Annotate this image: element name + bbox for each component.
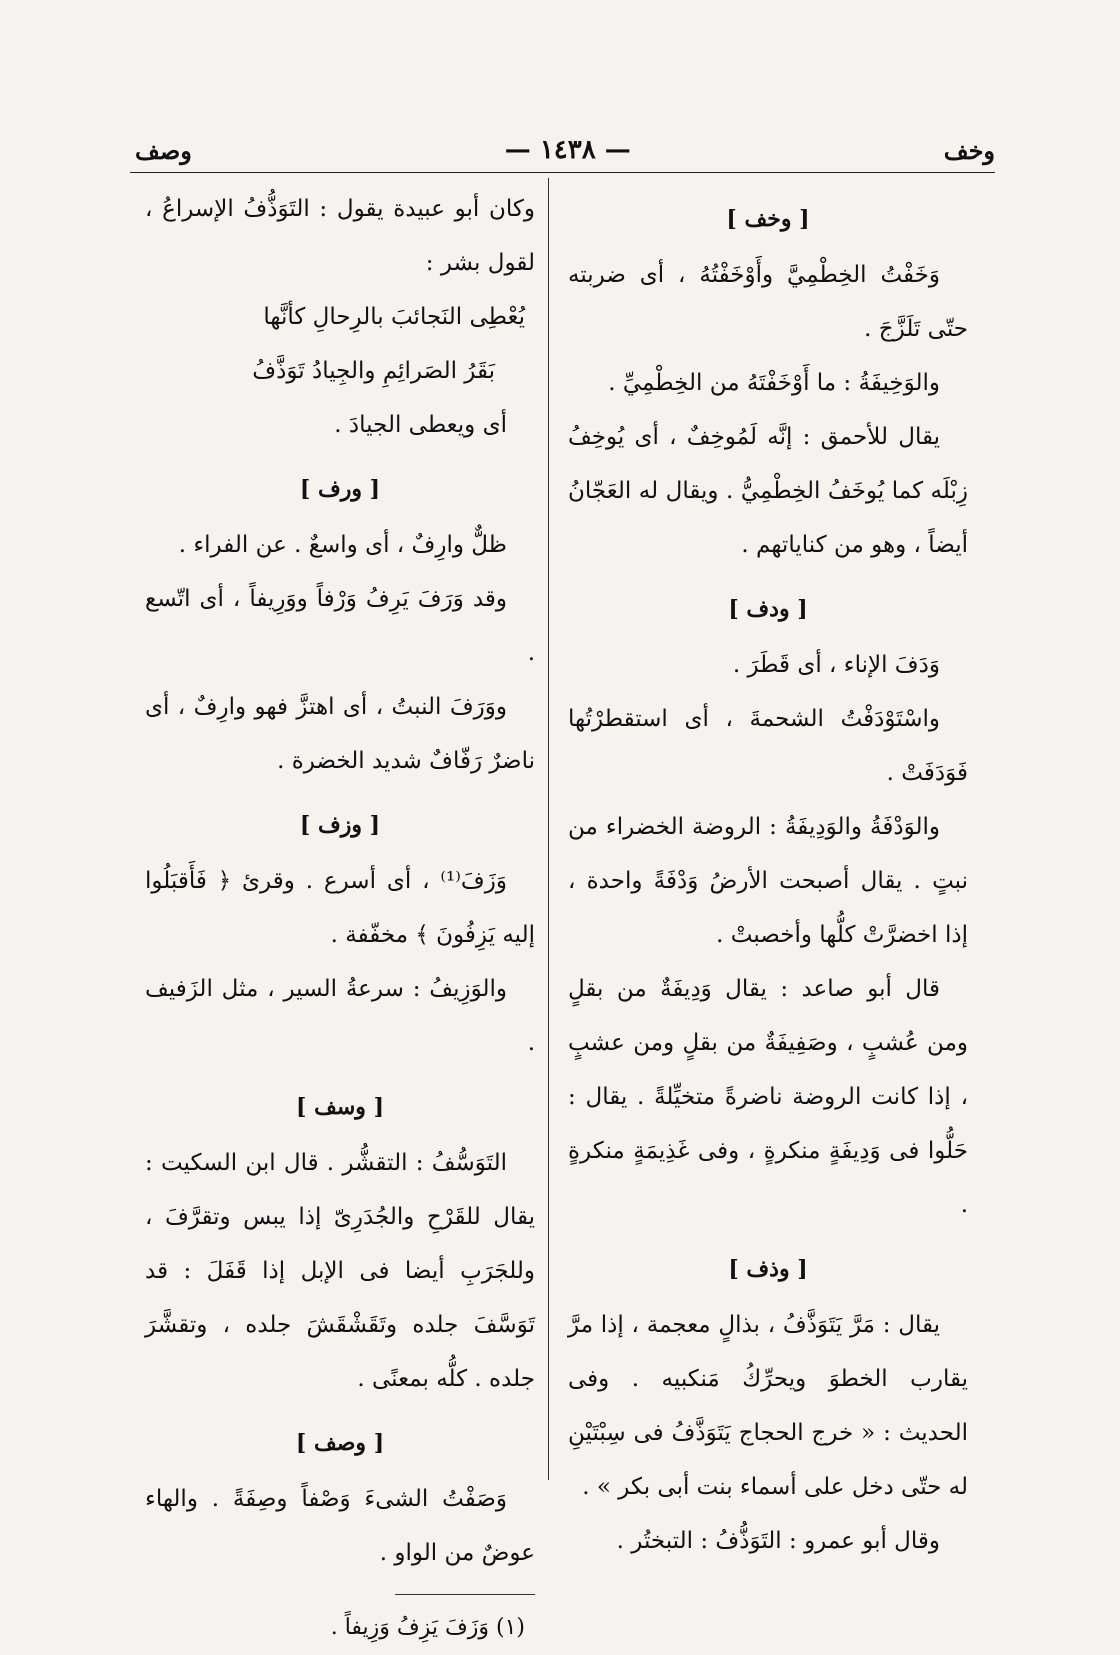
paragraph: يقال للأحمق : إنَّه لَمُوخِفٌ ، أى يُوخِفُ زِبْلَه كما يُوخَفُ الخِطْمِيُّ . ويقال له العَجّانُ أيضاً ، وهو من كناياتهم . [568,424,968,558]
paragraph: وَزَفَ⁽¹⁾ ، أى أسرع . وقرئ ﴿ فَأَقبَلُوا إليه يَزِفُونَ ﴾ مخفّفة . [145,868,535,948]
page-number: — ١٤٣٨ — [504,135,631,165]
column-divider [548,178,549,1480]
entry-heading: [ وخف ] [726,206,810,232]
footnote: (١) وَزَفَ يَزِفُ وَزِيفاً . [330,1615,525,1640]
paragraph: وقد وَرَفَ يَرِفُ وَرْفاً ووَرِيفاً ، أى اتّسع . [145,586,535,666]
entry-heading: [ وذف ] [728,1256,808,1282]
paragraph: وقال أبو عمرو : التَوَذُّفُ : التبختُر . [616,1528,940,1554]
page-header [135,130,995,170]
paragraph: والوَزِيفُ : سرعةُ السير ، مثل الزَفيف . [145,976,535,1056]
paragraph: قال أبو صاعد : يقال وَدِيفَةٌ من بقلٍ ومن عُشبٍ ، وصَفِيفَةٌ من بقلٍ ومن عشبٍ ، إذا كانت الروضة ناضرةً متخيِّلةً . يقال : حَلُّوا فى وَدِيفَةٍ منكرةٍ ، وفى غَذِيمَةٍ منكرةٍ . [568,976,968,1218]
header-rule [130,172,995,173]
right-column [568,182,968,1568]
entry-heading: [ ودف ] [728,596,808,622]
left-column [145,182,535,1655]
footnote-rule [395,1594,535,1595]
entry-heading: [ وصف ] [295,1430,385,1456]
paragraph: وَدَفَ الإناء ، أى قَطَرَ . [732,652,940,678]
verse-line: بَقَرُ الصَرائِمِ والجِيادُ تَوَذَّفُ [252,358,495,384]
entry-heading: [ ورف ] [299,476,381,502]
entry-heading: [ وزف ] [299,812,381,838]
paragraph: ظلٌّ وارِفٌ ، أى واسعٌ . عن الفراء . [178,532,507,558]
entry-heading: [ وسف ] [296,1094,384,1120]
paragraph: وَصَفْتُ الشىءَ وَصْفاً وصِفَةً . والهاء عوضٌ من الواو . [145,1486,535,1566]
paragraph: وَخَفْتُ الخِطْمِيَّ وأَوْخَفْتُهُ ، أى ضربته حتّى تَلَزَّجَ . [568,262,968,342]
paragraph: أى ويعطى الجيادَ . [334,412,507,438]
header-right-keyword: وخف [943,135,995,165]
verse-line: يُعْطِى النَجائبَ بالرِحالِ كأنَّها [263,304,525,330]
paragraph: واسْتَوْدَفْتُ الشحمةَ ، أى استقطرْتُها فَوَدَفَتْ . [568,706,968,786]
paragraph: والوَدْفَةُ والوَدِيفَةُ : الروضة الخضراء من نبتٍ . يقال أصبحت الأرضُ وَدْفَةً واحدة ، إذا اخضرَّتْ كلُّها وأخصبتْ . [568,814,968,948]
paragraph: التَوَسُّفُ : التقشُّر . قال ابن السكيت : يقال للقَرْحِ والجُدَرِىّ إذا يبس وتقرَّفَ ، وللجَرَبِ أيضا فى الإبل إذا قَفَلَ : قد تَوَسَّفَ جلده وتَقَشْقَشَ جلده ، وتقشَّرَ جلده . كلُّه بمعنًى . [145,1150,535,1392]
paragraph: ووَرَفَ النبتُ ، أى اهتزَّ فهو وارِفٌ ، أى ناضرٌ رَفّافٌ شديد الخضرة . [145,694,535,774]
paragraph: والوَخِيفَةُ : ما أَوْخَفْتَهُ من الخِطْمِيِّ . [608,370,940,396]
paragraph: وكان أبو عبيدة يقول : التَوَذُّفُ الإسراعُ ، لقول بشر : [145,196,535,276]
paragraph: يقال : مَرَّ يَتَوَذَّفُ ، بذالٍ معجمة ، إذا مرَّ يقارب الخطوَ ويحرِّكُ مَنكبيه . وفى الحديث : « خرج الحجاج يَتَوَذَّفُ فى سِبْتَيْنِ له حتّى دخل على أسماء بنت أبى بكر » . [568,1312,968,1500]
header-left-keyword: وصف [135,135,192,165]
